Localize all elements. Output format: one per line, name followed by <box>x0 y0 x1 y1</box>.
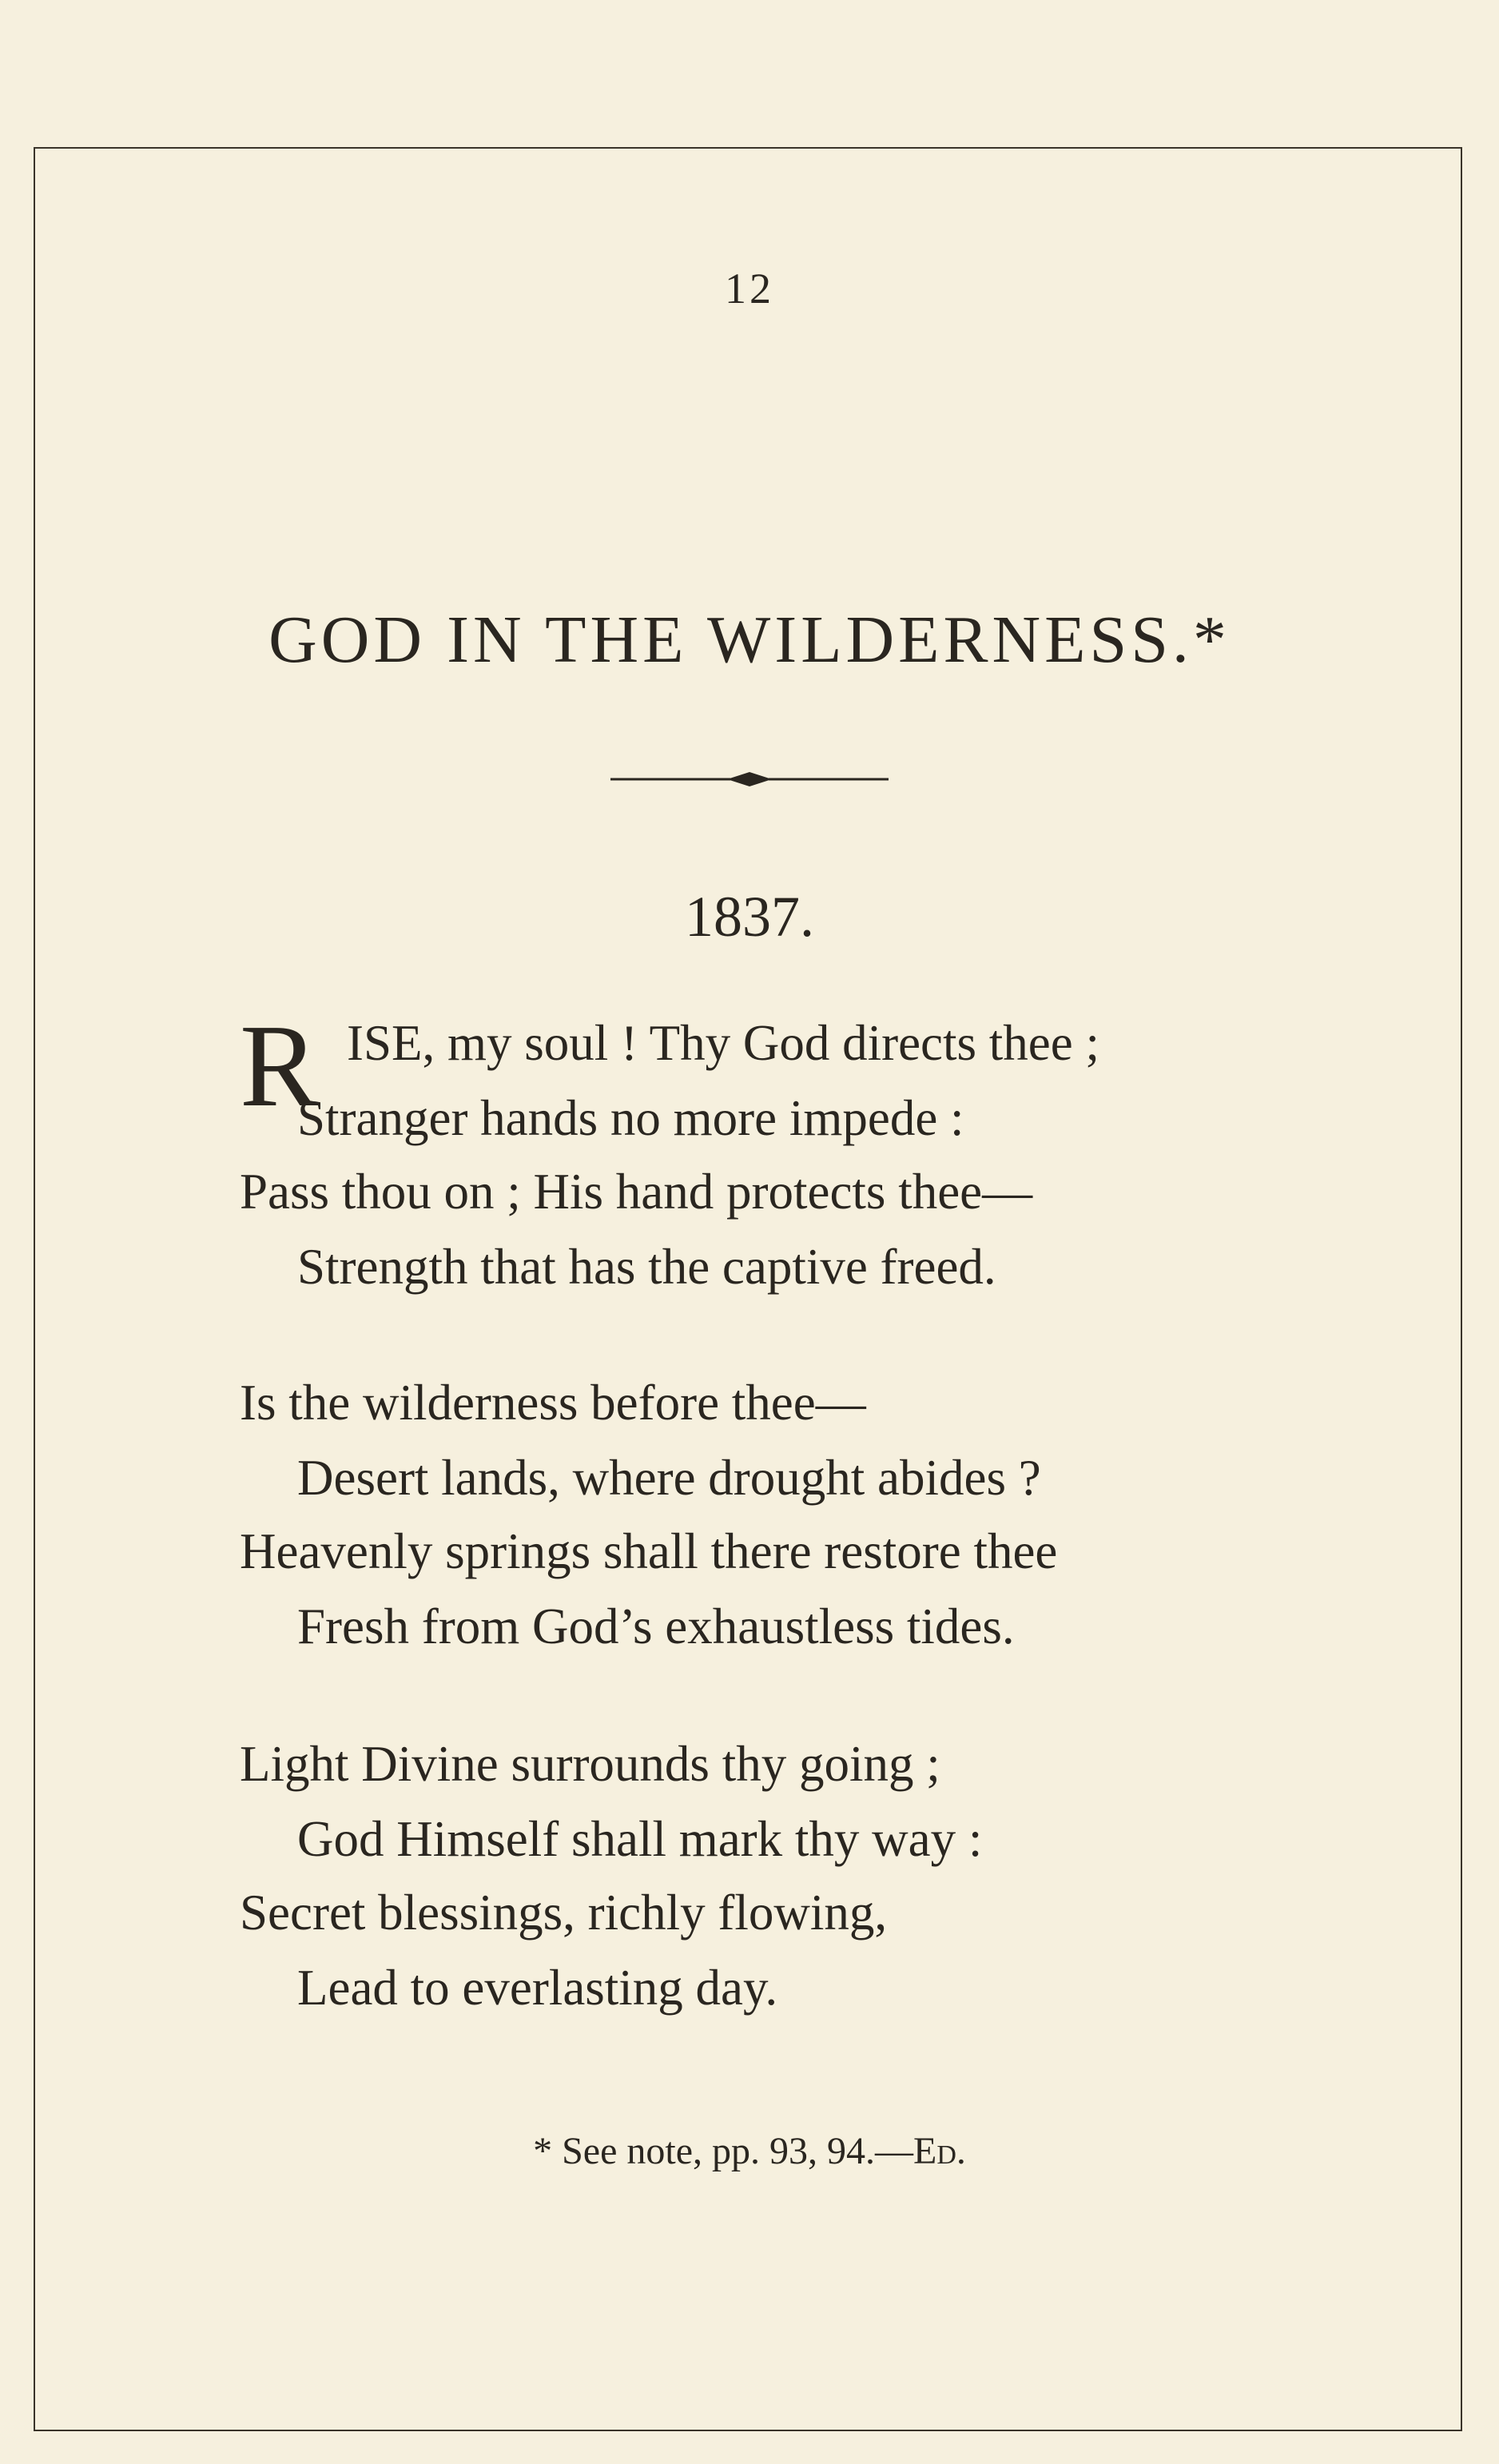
poem-line: ISE, my soul ! Thy God directs thee ; <box>347 1015 1099 1071</box>
drop-cap: R <box>240 1001 319 1132</box>
poem-title: GOD IN THE WILDERNESS.* <box>268 603 1231 677</box>
poem-line: Strength that has the captive freed. <box>297 1239 996 1295</box>
poem-line: Is the wilderness before thee— <box>240 1375 866 1431</box>
footnote-text: * See note, pp. 93, 94.— <box>533 2130 914 2172</box>
poem-line: Lead to everlasting day. <box>297 1960 778 2016</box>
poem-line: Heavenly springs shall there restore thee <box>240 1523 1058 1579</box>
footnote <box>0 2129 1499 2173</box>
page-number: 12 <box>725 265 774 312</box>
poem-line: Secret blessings, richly flowing, <box>240 1885 888 1941</box>
poem-line: Desert lands, where drought abides ? <box>297 1450 1041 1506</box>
poem-line: Fresh from God’s exhaustless tides. <box>297 1598 1015 1654</box>
poem-year: 1837. <box>685 885 814 949</box>
poem-line: Pass thou on ; His hand protects thee— <box>240 1164 1033 1220</box>
poem-line: Stranger hands no more impede : <box>297 1090 964 1146</box>
poem-line: God Himself shall mark thy way : <box>297 1811 983 1867</box>
poem-line: Light Divine surrounds thy going ; <box>240 1736 940 1792</box>
footnote-editor: Ed. <box>913 2130 966 2172</box>
ornament-divider-icon <box>610 767 889 791</box>
